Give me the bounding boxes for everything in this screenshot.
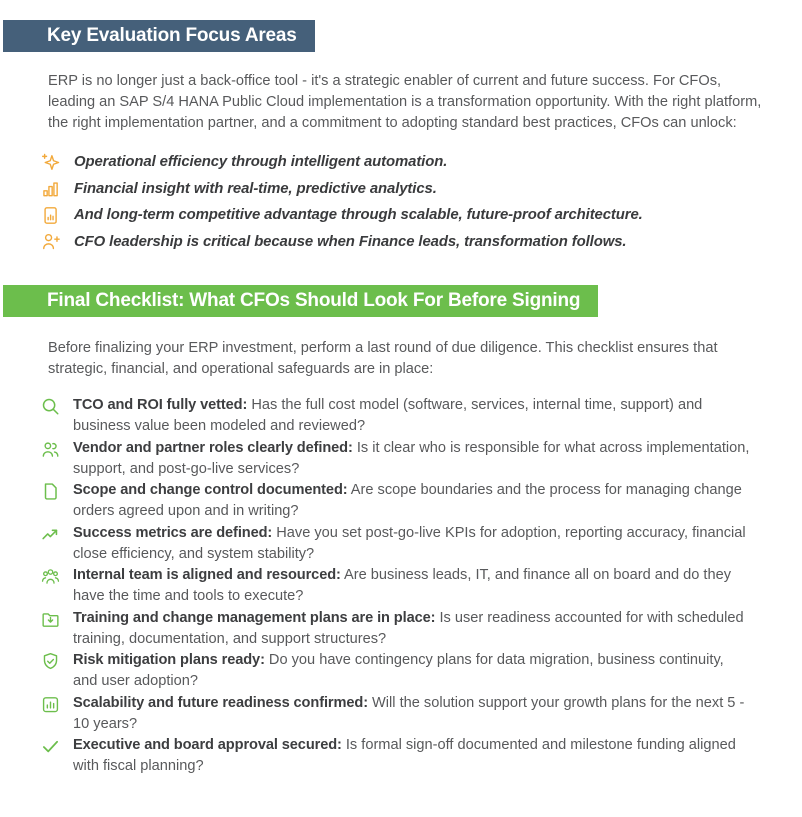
checklist-item-lead: Executive and board approval secured:	[73, 737, 342, 753]
checklist-item-text: Do you have contingency plans for data migration, business continuity, and user adoption?	[73, 652, 724, 689]
checklist-item-text: Have you set post-go-live KPIs for adoption, reporting accuracy, financial close efficiency, and system stability?	[73, 524, 746, 562]
checklist-item-text: Is user readiness accounted for with scheduled training, documentation, and support structures?	[73, 609, 744, 647]
final-checklist	[40, 395, 802, 777]
checklist-item-text: Will the solution support your growth plans for the next 5 - 10 years?	[73, 694, 745, 732]
checklist-item-lead: Scalability and future readiness confirmed:	[73, 694, 368, 711]
checklist-item-text: Are scope boundaries and the process for managing change orders agreed upon and in writing?	[73, 482, 742, 519]
feature-text: And long-term competitive advantage through scalable, future-proof architecture.	[74, 207, 643, 224]
checklist-item	[40, 735, 802, 777]
team-icon	[40, 566, 61, 587]
feature-item	[40, 202, 802, 229]
download-tray-icon	[40, 609, 61, 630]
checklist-item	[40, 565, 802, 607]
checklist-item-lead: Success metrics are defined:	[73, 524, 273, 541]
checklist-item-text: Are business leads, IT, and finance all on board and do they have the time and tools to execute?	[73, 567, 732, 604]
document-icon	[40, 481, 61, 502]
search-icon	[40, 396, 61, 417]
checklist-item-text: Is it clear who is responsible for what across implementation, support, and post-go-live services?	[73, 439, 750, 477]
feature-text: Financial insight with real-time, predictive analytics.	[74, 180, 437, 197]
checklist-intro-paragraph: Before finalizing your ERP investment, perform a last round of due diligence. This checklist ensures that strategic, financial, and operational safeguards are in place:	[48, 340, 718, 377]
checklist-item-lead: Internal team is aligned and resourced:	[73, 567, 341, 583]
shield-check-icon	[40, 651, 61, 672]
checklist-item	[40, 693, 802, 735]
checklist-item	[40, 395, 802, 437]
checklist-item	[40, 523, 802, 565]
checklist-item-text: Is formal sign-off documented and milestone funding aligned with fiscal planning?	[73, 737, 736, 774]
chart-box-icon	[40, 694, 61, 715]
checkmark-icon	[40, 736, 61, 757]
checklist-item	[40, 438, 802, 480]
focus-intro-paragraph: ERP is no longer just a back-office tool - it's a strategic enabler of current and future success. For CFOs, leading an SAP S/4 HANA Public Cloud implementation is a transformation opportunity. With the right platform, the right implementation partner, and a commitment to adopting standard best practices, CFOs can unlock:	[48, 73, 762, 131]
section-header-key-evaluation: Key Evaluation Focus Areas	[3, 20, 315, 52]
focus-bullet-list	[40, 149, 802, 255]
checklist-item-lead: Vendor and partner roles clearly defined:	[73, 439, 353, 456]
checklist-item-lead: Training and change management plans are in place:	[73, 609, 436, 626]
sparkles-icon	[40, 152, 61, 173]
checklist-item-text: Has the full cost model (software, services, internal time, support) and business value been modeled and reviewed?	[73, 397, 703, 434]
checklist-item	[40, 608, 802, 650]
section-header-final-checklist: Final Checklist: What CFOs Should Look For Before Signing	[3, 285, 598, 317]
feature-text: CFO leadership is critical because when Finance leads, transformation follows.	[74, 233, 627, 250]
feature-item	[40, 176, 802, 203]
checklist-item-lead: Scope and change control documented:	[73, 482, 348, 498]
checklist-item-lead: TCO and ROI fully vetted:	[73, 397, 248, 413]
document-chart-icon	[40, 205, 61, 226]
trending-up-icon	[40, 524, 61, 545]
feature-text: Operational efficiency through intelligent automation.	[74, 154, 448, 171]
checklist-item-lead: Risk mitigation plans ready:	[73, 652, 265, 668]
users-icon	[40, 439, 61, 460]
feature-item	[40, 149, 802, 176]
checklist-item	[40, 480, 802, 522]
feature-item	[40, 229, 802, 256]
bar-chart-icon	[40, 178, 61, 199]
user-plus-icon	[40, 231, 61, 252]
checklist-item	[40, 650, 802, 692]
